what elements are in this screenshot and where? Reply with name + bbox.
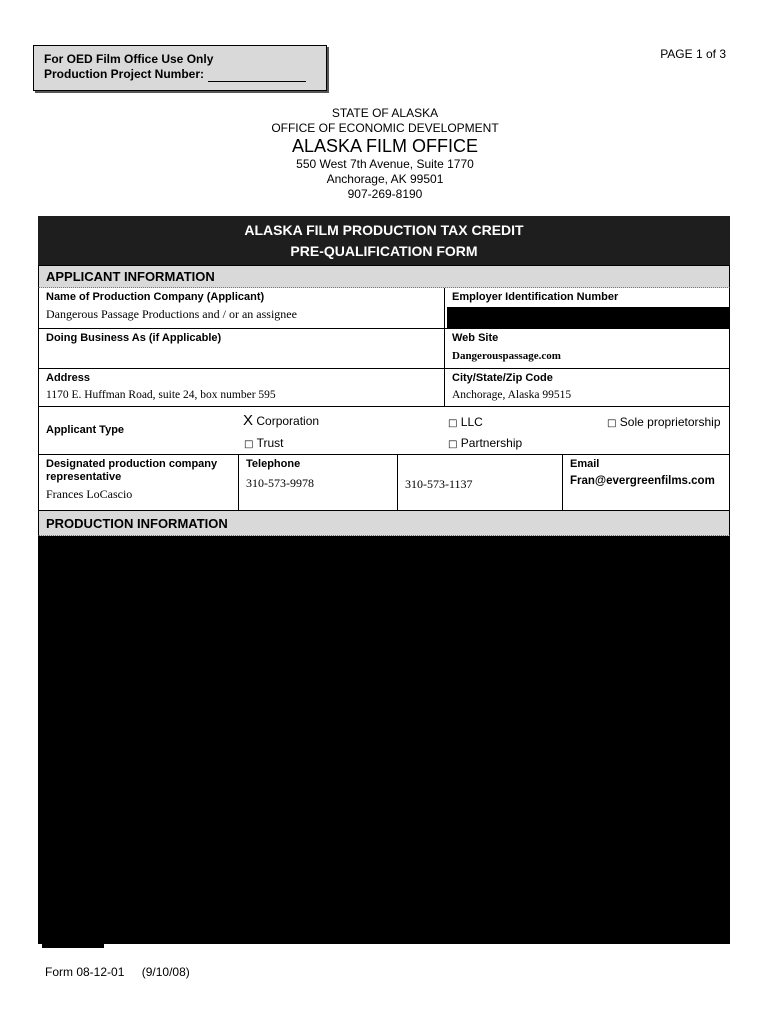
trust-checkbox[interactable]: □ xyxy=(244,439,254,450)
dba-label: Doing Business As (if Applicable) xyxy=(46,332,222,344)
address-cell xyxy=(39,369,445,406)
city-label: City/State/Zip Code xyxy=(452,372,553,384)
table-row xyxy=(39,455,729,510)
dba-cell xyxy=(39,329,445,368)
website-cell xyxy=(445,329,729,368)
company-label: Name of Production Company (Applicant) xyxy=(46,291,265,303)
email-cell xyxy=(563,455,729,510)
telephone-field-2[interactable]: 310-573-1137 xyxy=(405,477,473,491)
oed-line-1: For OED Film Office Use Only xyxy=(44,52,214,66)
oed-use-box xyxy=(33,45,327,91)
partnership-option[interactable] xyxy=(448,436,522,450)
office-address-1: 550 West 7th Avenue, Suite 1770 xyxy=(296,157,474,171)
applicant-section-header: APPLICANT INFORMATION xyxy=(38,265,730,288)
corporation-label: Corporation xyxy=(256,414,320,428)
sole-proprietorship-checkbox[interactable]: □ xyxy=(607,418,617,429)
applicant-type-label-cell xyxy=(39,407,239,454)
website-field[interactable]: Dangerouspassage.com xyxy=(452,350,561,362)
city-cell xyxy=(445,369,729,406)
office-address-2: Anchorage, AK 99501 xyxy=(326,172,444,186)
production-info-redacted xyxy=(38,536,730,944)
company-field[interactable]: Dangerous Passage Productions and / or an assignee xyxy=(46,307,297,321)
sole-proprietorship-label: Sole proprietorship xyxy=(619,415,721,429)
table-row xyxy=(39,407,729,455)
website-label: Web Site xyxy=(452,332,499,344)
address-field[interactable]: 1170 E. Huffman Road, suite 24, box number 595 xyxy=(46,389,276,401)
trust-label: Trust xyxy=(256,436,284,450)
table-row xyxy=(39,288,729,329)
agency-header xyxy=(0,106,770,202)
llc-option[interactable] xyxy=(448,415,483,429)
form-title-line-2: PRE-QUALIFICATION FORM xyxy=(290,243,478,259)
telephone-cell xyxy=(239,455,398,510)
film-office-name: ALASKA FILM OFFICE xyxy=(291,136,479,156)
applicant-table xyxy=(38,288,730,510)
office-phone: 907-269-8190 xyxy=(347,187,423,201)
company-cell xyxy=(39,288,445,328)
form-title-line-1: ALASKA FILM PRODUCTION TAX CREDIT xyxy=(244,222,524,238)
corporation-checkbox[interactable]: X xyxy=(243,412,254,429)
address-label: Address xyxy=(46,372,91,384)
redaction-tab xyxy=(42,940,104,948)
table-row xyxy=(39,329,729,369)
office-name: OFFICE OF ECONOMIC DEVELOPMENT xyxy=(271,121,499,135)
ein-field-redacted[interactable] xyxy=(447,307,729,328)
telephone-label: Telephone xyxy=(246,458,301,470)
corporation-option[interactable] xyxy=(243,412,319,429)
llc-checkbox[interactable]: □ xyxy=(448,418,458,429)
page-indicator: PAGE 1 of 3 xyxy=(660,47,726,61)
form-date: (9/10/08) xyxy=(141,965,190,979)
production-project-number-field[interactable] xyxy=(208,69,306,82)
oed-line-2 xyxy=(44,67,326,82)
email-field[interactable]: Fran@evergreenfilms.com xyxy=(570,475,715,487)
production-project-number-label: Production Project Number: xyxy=(44,67,205,81)
representative-label: Designated production company representative xyxy=(46,458,218,483)
state-name: STATE OF ALASKA xyxy=(331,106,439,120)
sole-proprietorship-option[interactable] xyxy=(607,415,721,429)
telephone-2-cell xyxy=(398,455,563,510)
email-label: Email xyxy=(570,458,600,470)
representative-cell xyxy=(39,455,239,510)
form-footer xyxy=(45,965,204,979)
city-field[interactable]: Anchorage, Alaska 99515 xyxy=(452,389,572,401)
telephone-field-1[interactable]: 310-573-9978 xyxy=(246,476,314,490)
production-section-header: PRODUCTION INFORMATION xyxy=(38,510,730,536)
form-number: Form 08-12-01 xyxy=(45,965,125,979)
ein-cell xyxy=(445,288,729,328)
partnership-label: Partnership xyxy=(460,436,523,450)
applicant-type-label: Applicant Type xyxy=(46,424,125,436)
representative-field[interactable]: Frances LoCascio xyxy=(46,487,133,501)
partnership-checkbox[interactable]: □ xyxy=(448,439,458,450)
llc-label: LLC xyxy=(460,415,483,429)
ein-label: Employer Identification Number xyxy=(452,291,619,303)
table-row xyxy=(39,369,729,407)
trust-option[interactable] xyxy=(244,436,283,450)
form-title xyxy=(38,216,730,265)
